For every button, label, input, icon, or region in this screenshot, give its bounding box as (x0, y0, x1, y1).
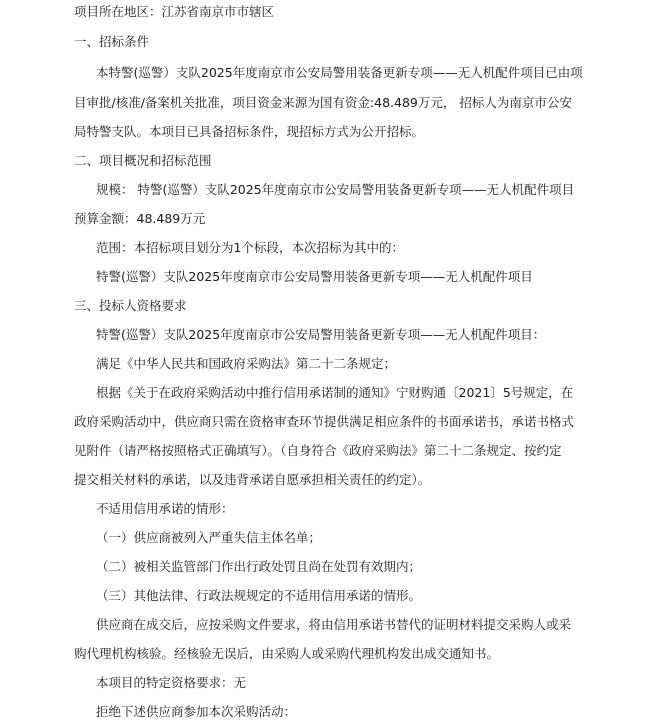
paragraph-line: 根据《关于在政府采购活动中推行信用承诺制的通知》宁财购通〔2021〕5号规定，在 (96, 385, 574, 400)
paragraph-line: 政府采购活动中，供应商只需在资格审查环节提供满足相应条件的书面承诺书，承诺书格式 (74, 414, 575, 429)
paragraph-line: 供应商在成交后，应按采购文件要求，将由信用承诺书替代的证明材料提交采购人或采 (96, 617, 572, 632)
project-scope: 范围：本招标项目划分为1个标段，本次招标为其中的： (96, 240, 404, 255)
paragraph-line: 购代理机构核验。经核验无误后，由采购人或采购代理机构发出成交通知书。 (74, 646, 500, 661)
project-lot: 特警(巡警）支队2025年度南京市公安局警用装备更新专项——无人机配件项目 (96, 269, 533, 284)
rejected-suppliers-heading: 拒绝下述供应商参加本次采购活动： (96, 704, 297, 719)
paragraph-line: 局特警支队。本项目已具备招标条件，现招标方式为公开招标。 (74, 124, 425, 139)
paragraph-line: 目审批/核准/备案机关批准，项目资金来源为国有资金:48.489万元， 招标人为南京市公安 (74, 95, 572, 110)
list-item: （三）其他法律、行政法规规定的不适用信用承诺的情形。 (96, 588, 422, 603)
paragraph-line: 本特警(巡警）支队2025年度南京市公安局警用装备更新专项——无人机配件项目已由项 (96, 65, 583, 80)
project-location: 项目所在地区：江苏省南京市市辖区 (74, 4, 275, 19)
qualification-project: 特警(巡警）支队2025年度南京市公安局警用装备更新专项——无人机配件项目： (96, 327, 546, 342)
paragraph-line: 见附件（请严格按照格式正确填写）。（自身符合《政府采购法》第二十二条规定、按约定 (74, 443, 562, 458)
section-heading-conditions: 一、招标条件 (74, 34, 150, 49)
qualification-law: 满足《中华人民共和国政府采购法》第二十二条规定； (96, 356, 397, 371)
paragraph-line: 提交相关材料的承诺，以及违背承诺自愿承担相关责任的约定）。 (74, 472, 431, 487)
list-item: （二）被相关监管部门作出行政处罚且尚在处罚有效期内； (96, 559, 422, 574)
not-applicable-heading: 不适用信用承诺的情形： (96, 501, 234, 516)
project-budget: 预算金额：48.489万元 (74, 211, 206, 226)
list-item: （一）供应商被列入严重失信主体名单； (96, 530, 322, 545)
project-scale: 规模： 特警(巡警）支队2025年度南京市公安局警用装备更新专项——无人机配件项目 (96, 182, 575, 197)
special-requirements: 本项目的特定资格要求：无 (96, 675, 247, 690)
section-heading-overview: 二、项目概况和招标范围 (74, 153, 212, 168)
section-heading-qualification: 三、投标人资格要求 (74, 298, 187, 313)
